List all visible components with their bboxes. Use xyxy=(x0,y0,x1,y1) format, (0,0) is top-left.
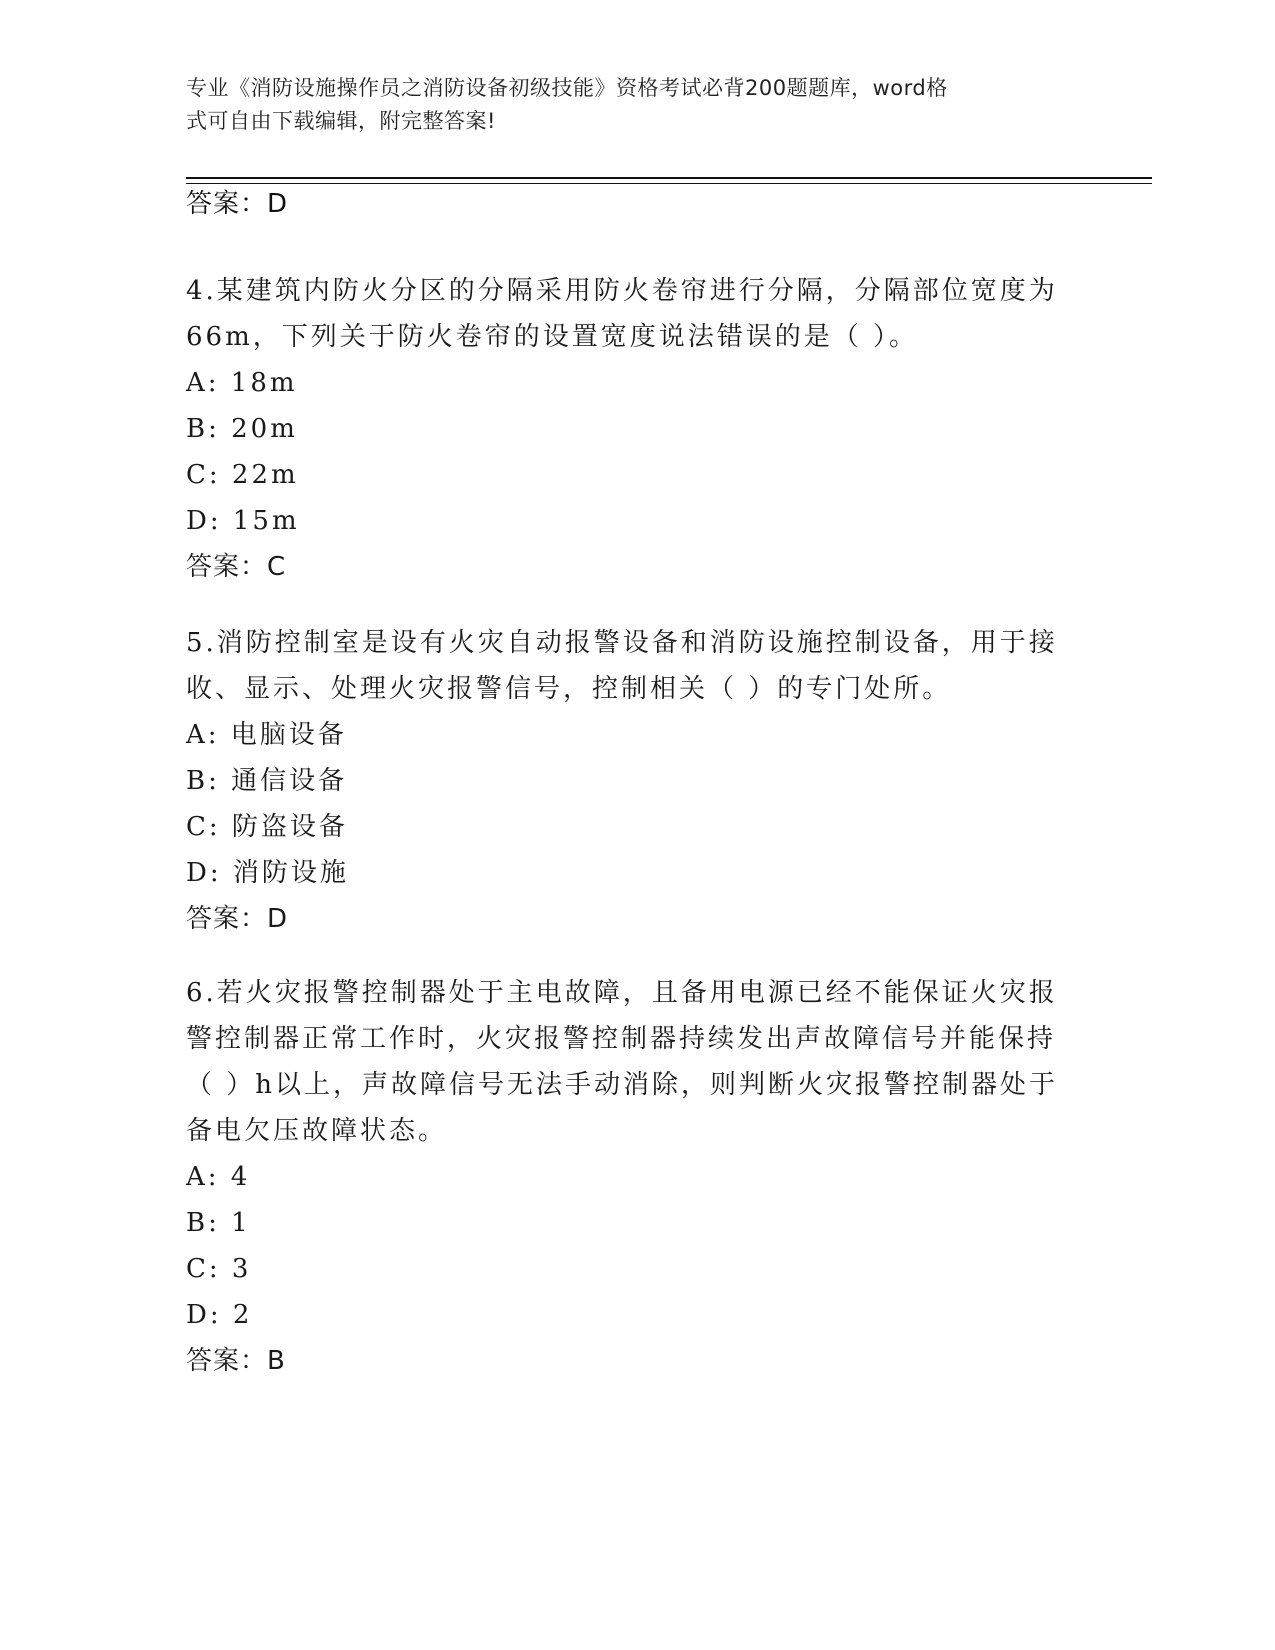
question-stem-line: 备电欠压故障状态。 xyxy=(186,1116,448,1146)
option-c: C: 3 xyxy=(186,1254,252,1284)
question-stem-line: 收、显示、处理火灾报警信号，控制相关（ ）的专门处所。 xyxy=(186,674,952,704)
answer-line: 答案：D xyxy=(186,904,289,934)
question-5 xyxy=(186,620,1086,942)
question-stem-line: 警控制器正常工作时，火灾报警控制器持续发出声故障信号并能保持 xyxy=(186,1024,1057,1054)
option-b: B: 20m xyxy=(186,414,298,444)
question-6 xyxy=(186,970,1086,1384)
question-stem-line: 6.若火灾报警控制器处于主电故障，且备用电源已经不能保证火灾报 xyxy=(186,978,1058,1008)
question-stem-line: 5.消防控制室是设有火灾自动报警设备和消防设施控制设备，用于接 xyxy=(186,628,1058,658)
option-a: A: 18m xyxy=(186,368,298,398)
option-d: D: 2 xyxy=(186,1300,253,1330)
header-line-2: 式可自由下载编辑，附完整答案! xyxy=(186,109,496,133)
previous-answer: 答案：D xyxy=(186,189,289,219)
option-d: D: 15m xyxy=(186,506,300,536)
option-d: D: 消防设施 xyxy=(186,858,349,888)
answer-line: 答案：C xyxy=(186,552,287,582)
answer-line: 答案：B xyxy=(186,1346,286,1376)
question-stem-line: 4.某建筑内防火分区的分隔采用防火卷帘进行分隔，分隔部位宽度为 xyxy=(186,276,1058,306)
header-divider-thin xyxy=(186,183,1152,184)
header-divider-thick xyxy=(186,177,1152,179)
option-c: C: 22m xyxy=(186,460,299,490)
question-stem-line: 66m，下列关于防火卷帘的设置宽度说法错误的是（ ）。 xyxy=(186,322,919,352)
option-b: B: 1 xyxy=(186,1208,251,1238)
option-a: A: 电脑设备 xyxy=(186,720,347,750)
document-header xyxy=(186,72,1066,138)
option-b: B: 通信设备 xyxy=(186,766,348,796)
option-a: A: 4 xyxy=(186,1162,251,1192)
option-c: C: 防盗设备 xyxy=(186,812,348,842)
question-4 xyxy=(186,268,1086,590)
question-stem-line: （ ）h以上，声故障信号无法手动消除，则判断火灾报警控制器处于 xyxy=(186,1070,1059,1100)
header-line-1: 专业《消防设施操作员之消防设备初级技能》资格考试必背200题题库，word格 xyxy=(186,76,948,100)
